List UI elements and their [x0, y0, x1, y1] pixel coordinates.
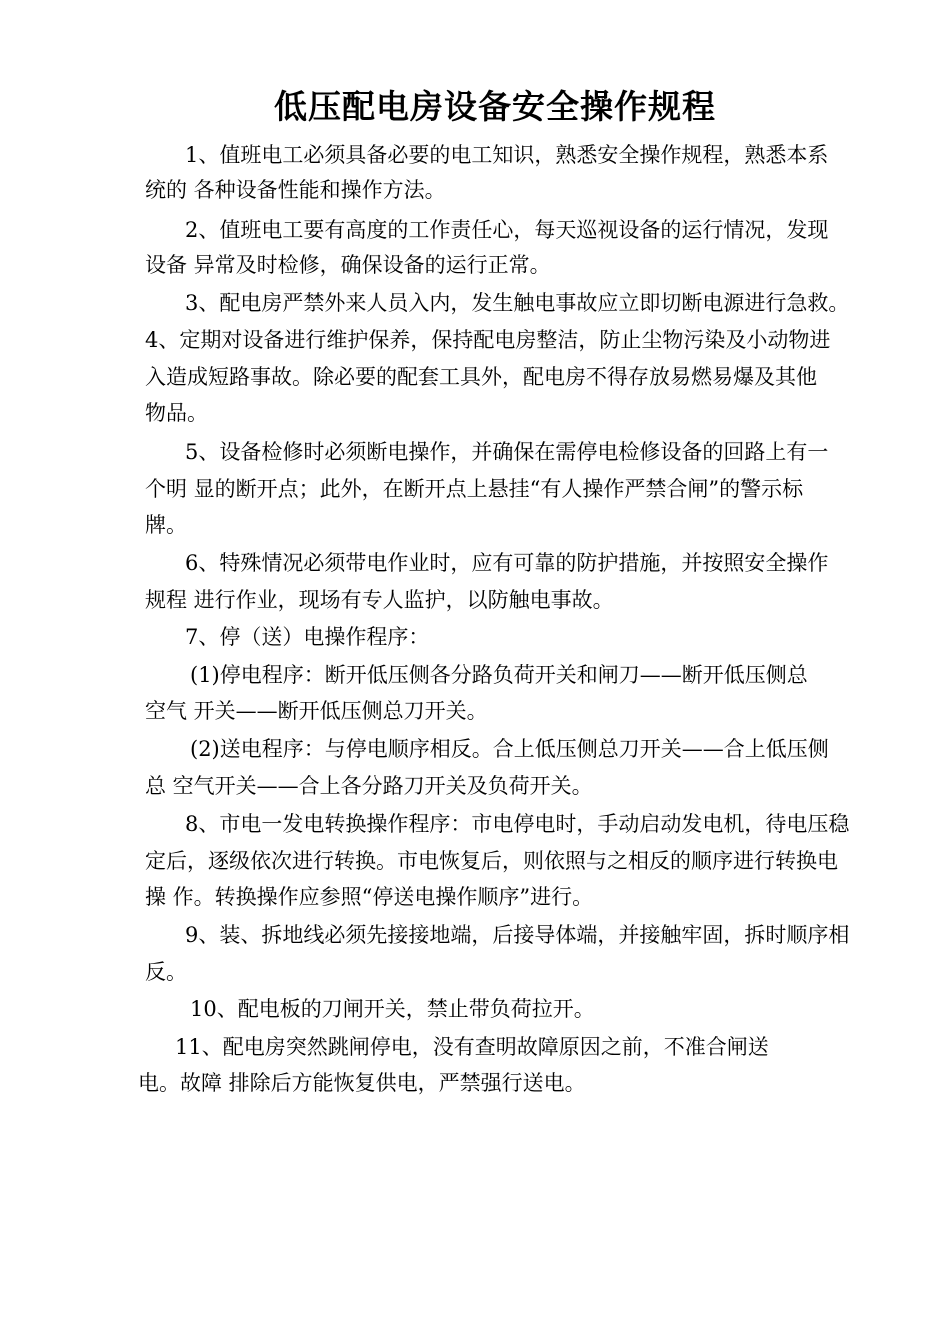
paragraph-line: 空气 开关——断开低压侧总刀开关。 — [145, 699, 488, 723]
paragraph-line: 8、市电一发电转换操作程序：市电停电时，手动启动发电机，待电压稳 — [185, 812, 850, 836]
paragraph-line: 3、配电房严禁外来人员入内，发生触电事故应立即切断电源进行急救。 — [185, 291, 850, 315]
paragraph-line: 9、装、拆地线必须先接接地端，后接导体端，并接触牢固，拆时顺序相 — [185, 923, 850, 947]
paragraph-line: 6、特殊情况必须带电作业时，应有可靠的防护措施，并按照安全操作 — [185, 551, 829, 575]
paragraph-line: 设备 异常及时检修，确保设备的运行正常。 — [145, 253, 551, 277]
paragraph-line: 反。 — [145, 960, 187, 984]
paragraph-line: 总 空气开关——合上各分路刀开关及负荷开关。 — [145, 774, 593, 798]
paragraph-line: 5、设备检修时必须断电操作，并确保在需停电检修设备的回路上有一 — [185, 440, 829, 464]
paragraph-line: 规程 进行作业，现场有专人监护，以防触电事故。 — [145, 588, 614, 612]
paragraph-line: 7、停（送）电操作程序： — [185, 625, 430, 649]
paragraph-line: 物品。 — [145, 401, 208, 425]
paragraph-line: 操 作。转换操作应参照“停送电操作顺序”进行。 — [145, 885, 594, 909]
paragraph-line: 统的 各种设备性能和操作方法。 — [145, 178, 446, 202]
paragraph-line: 牌。 — [145, 513, 187, 537]
paragraph-line: 电。故障 排除后方能恢复供电，严禁强行送电。 — [138, 1071, 586, 1095]
paragraph-line: 入造成短路事故。除必要的配套工具外，配电房不得存放易燃易爆及其他 — [145, 365, 817, 389]
paragraph-line: (2)送电程序：与停电顺序相反。合上低压侧总刀开关——合上低压侧 — [190, 737, 829, 761]
paragraph-line: 定后，逐级依次进行转换。市电恢复后，则依照与之相反的顺序进行转换电 — [145, 849, 838, 873]
paragraph-line: 1、值班电工必须具备必要的电工知识，熟悉安全操作规程，熟悉本系 — [185, 143, 829, 167]
paragraph-line: 2、值班电工要有高度的工作责任心，每天巡视设备的运行情况，发现 — [185, 218, 829, 242]
paragraph-line: 11、配电房突然跳闸停电，没有查明故障原因之前，不准合闸送 — [175, 1035, 769, 1059]
paragraph-line: 10、配电板的刀闸开关，禁止带负荷拉开。 — [190, 997, 595, 1021]
paragraph-line: 4、定期对设备进行维护保养，保持配电房整洁，防止尘物污染及小动物进 — [145, 328, 831, 352]
document-title: 低压配电房设备安全操作规程 — [274, 87, 716, 126]
paragraph-line: (1)停电程序：断开低压侧各分路负荷开关和闸刀——断开低压侧总 — [190, 663, 808, 687]
paragraph-line: 个明 显的断开点；此外，在断开点上悬挂“有人操作严禁合闸”的警示标 — [145, 477, 804, 501]
